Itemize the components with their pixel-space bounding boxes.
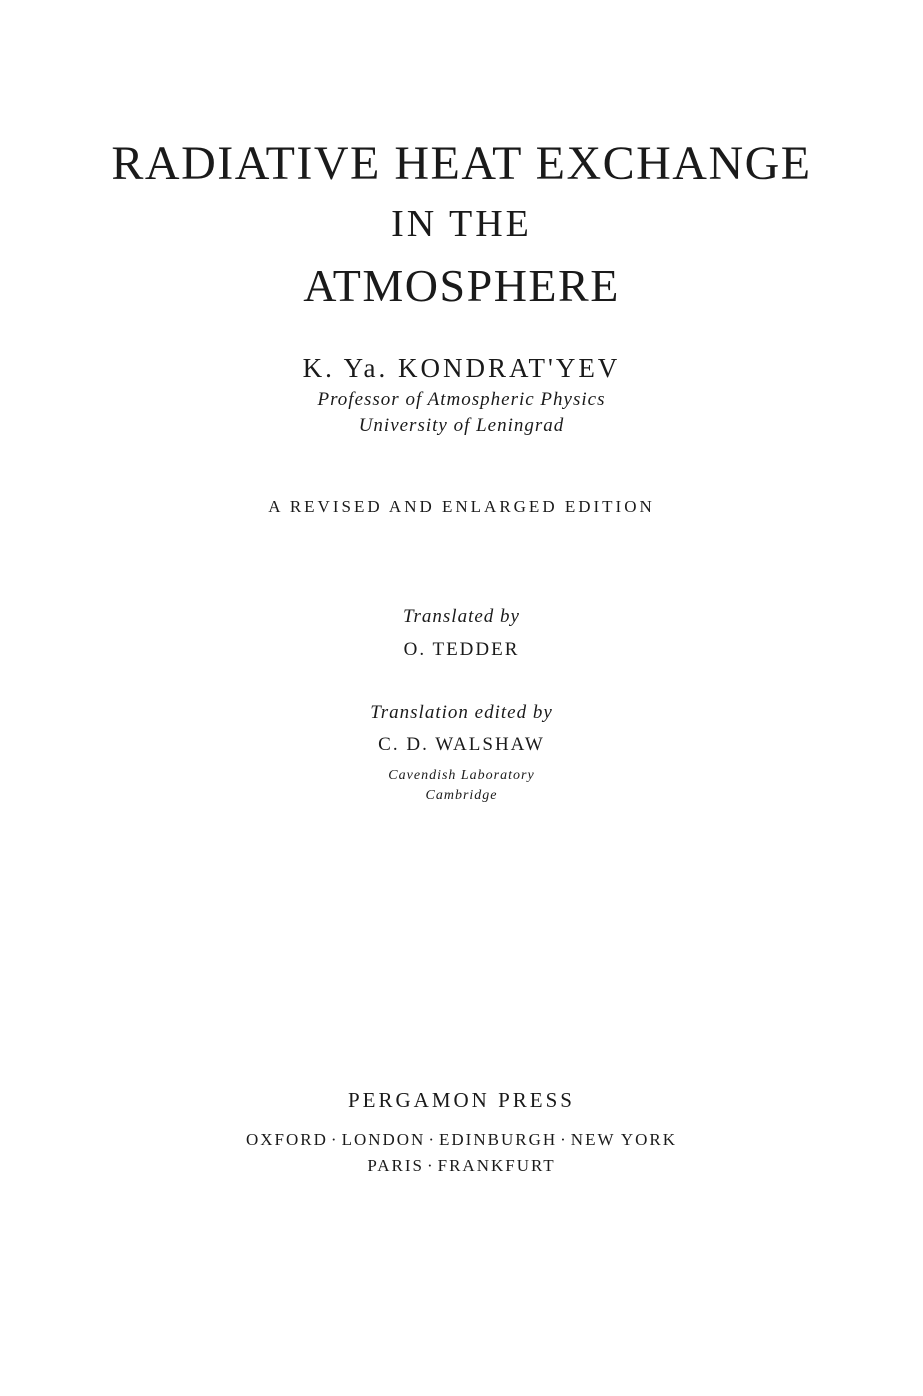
editor-name: C. D. WALSHAW bbox=[378, 734, 545, 755]
city-new-york: NEW YORK bbox=[570, 1130, 677, 1149]
book-title-subject: ATMOSPHERE bbox=[303, 260, 620, 311]
author-position: Professor of Atmospheric Physics bbox=[317, 389, 606, 410]
city-paris: PARIS bbox=[367, 1156, 424, 1175]
publisher-name: PERGAMON PRESS bbox=[348, 1088, 575, 1112]
city-edinburgh: EDINBURGH bbox=[439, 1130, 558, 1149]
editor-institution: Cavendish Laboratory bbox=[388, 768, 535, 783]
edition-note: A REVISED AND ENLARGED EDITION bbox=[268, 497, 655, 516]
city-separator: · bbox=[428, 1130, 437, 1149]
city-separator: · bbox=[330, 1130, 339, 1149]
translator-label: Translated by bbox=[403, 606, 520, 627]
publisher-cities-line-1 bbox=[0, 1131, 923, 1148]
publisher-cities-line-2 bbox=[0, 1157, 923, 1174]
book-title-connector: IN THE bbox=[391, 203, 532, 245]
city-separator: · bbox=[426, 1156, 435, 1175]
city-london: LONDON bbox=[341, 1130, 426, 1149]
editor-location: Cambridge bbox=[425, 788, 498, 803]
book-title: RADIATIVE HEAT EXCHANGE bbox=[111, 137, 812, 190]
city-separator: · bbox=[560, 1130, 568, 1149]
translator-name: O. TEDDER bbox=[403, 639, 520, 660]
editor-label: Translation edited by bbox=[370, 702, 553, 723]
author-name: K. Ya. KONDRAT'YEV bbox=[302, 353, 621, 383]
author-institution: University of Leningrad bbox=[358, 415, 565, 436]
city-frankfurt: FRANKFURT bbox=[437, 1156, 556, 1175]
city-oxford: OXFORD bbox=[245, 1130, 328, 1149]
